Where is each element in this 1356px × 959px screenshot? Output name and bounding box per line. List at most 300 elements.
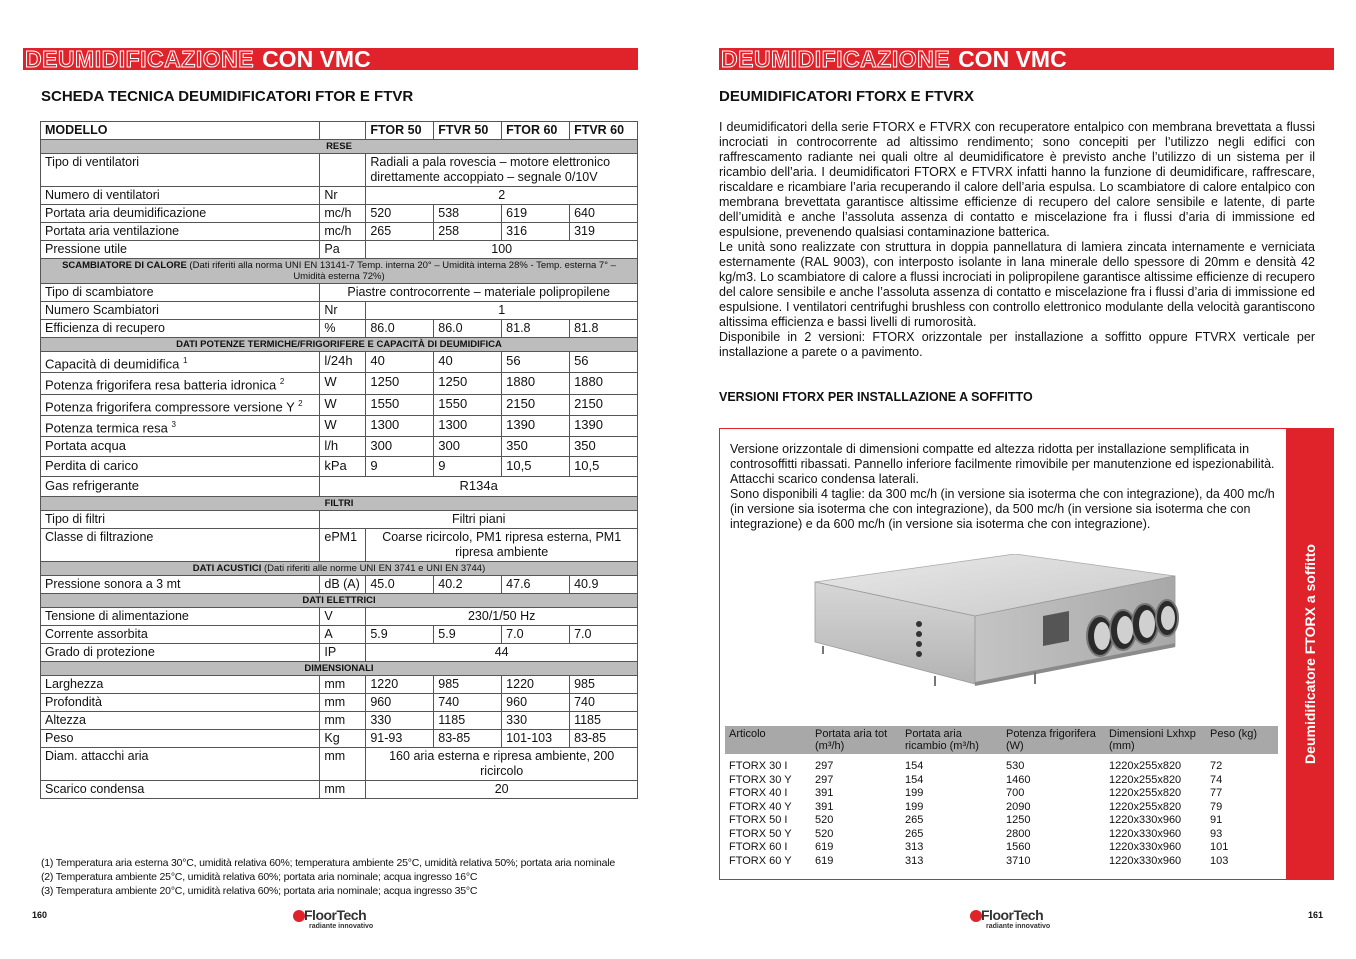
table-cell: FTORX 50 Y [729, 827, 792, 840]
table-row [725, 828, 1278, 842]
section-banner [719, 48, 1334, 70]
row-label [41, 576, 320, 594]
table-cell: 391 [815, 800, 834, 813]
row-value: 1220 [366, 676, 434, 694]
row-value: 640 [570, 205, 638, 223]
table-cell: FTORX 40 Y [729, 800, 792, 813]
row-label-text: Corrente assorbita [45, 627, 148, 642]
header-cell: MODELLO [41, 122, 320, 140]
row-value: 7.0 [502, 626, 570, 644]
row-value: 960 [366, 694, 434, 712]
row-label [41, 223, 320, 241]
row-label-text: Gas refrigerante [45, 478, 139, 494]
section-title: SCAMBIATORE DI CALORE [62, 260, 187, 271]
row-label [41, 457, 320, 477]
row-label-text: Grado di protezione [45, 645, 155, 660]
row-unit: Pa [320, 241, 366, 259]
row-value: 330 [366, 712, 434, 730]
table-cell: 1250 [1006, 814, 1031, 826]
page-title: SCHEDA TECNICA DEUMIDIFICATORI FTOR E FTVR [41, 88, 414, 105]
row-unit: ePM1 [320, 529, 366, 562]
table-cell: FTORX 60 Y [729, 854, 792, 867]
row-value: 2150 [570, 394, 638, 415]
row-value-span: 44 [366, 644, 638, 662]
table-row [41, 302, 638, 320]
table-row [725, 855, 1278, 869]
table-row [41, 477, 638, 497]
row-label-text: Potenza frigorifera resa batteria idronica [45, 377, 277, 393]
section-header [41, 562, 638, 576]
table-row [41, 712, 638, 730]
header-cell: Peso (kg) [1206, 726, 1278, 754]
table-cell: 265 [905, 827, 924, 840]
section-note: (Dati riferiti alla norma UNI EN 13141-7 Temp. interna 20° – Umidità interna 28% - Temp. esterna 7° – Umidità esterna 72%) [186, 260, 616, 282]
row-value: 350 [570, 437, 638, 457]
table-cell: 154 [905, 760, 924, 772]
section-title: RESE [326, 141, 352, 152]
row-value: 83-85 [434, 730, 502, 748]
table-cell: 619 [815, 841, 834, 853]
section-header-row [41, 497, 638, 511]
row-value: 1250 [366, 373, 434, 394]
row-value: 1880 [502, 373, 570, 394]
row-label-text: Portata aria ventilazione [45, 224, 180, 238]
table-row [41, 626, 638, 644]
description-paragraph: Sono disponibili 4 taglie: da 300 mc/h (in versione sia isoterma che con integrazione), da 400 mc/h (in versione sia isoterma che con integrazione), da 500 mc/h (in versione sia isoterma che con integrazione) e da 600 mc/h (in versione sia isoterma che con integrazione). [730, 487, 1275, 531]
table-row [725, 787, 1278, 801]
row-value: 40 [434, 352, 502, 373]
table-cell: 74 [1210, 773, 1223, 786]
row-unit: mm [320, 781, 366, 799]
row-unit: l/h [320, 437, 366, 457]
row-value-span: R134a [320, 477, 638, 497]
row-value: 1250 [434, 373, 502, 394]
row-label-text: Tipo di scambiatore [45, 285, 154, 299]
row-value: 319 [570, 223, 638, 241]
table-cell: 297 [815, 773, 834, 786]
section-title: DATI ACUSTICI [192, 563, 262, 575]
row-label-text: Potenza frigorifera compressore versione Y [45, 398, 295, 414]
table-cell: 77 [1210, 787, 1223, 799]
section-header [41, 662, 638, 676]
row-value: 350 [502, 437, 570, 457]
section-header [41, 259, 638, 284]
row-value: 538 [434, 205, 502, 223]
row-unit: V [320, 608, 366, 626]
header-cell: FTVR 60 [570, 122, 638, 140]
row-value: 1220 [502, 676, 570, 694]
row-value-span: 100 [366, 241, 638, 259]
row-value-span: 160 aria esterna e ripresa ambiente, 200 ricircolo [366, 748, 638, 781]
table-row [41, 187, 638, 205]
row-label-text: Larghezza [45, 677, 104, 692]
section-header-row [41, 594, 638, 608]
row-value: 740 [570, 694, 638, 712]
row-value: 40 [366, 352, 434, 373]
row-label-text: Numero Scambiatori [45, 303, 159, 317]
row-label [41, 394, 320, 415]
section-banner [23, 48, 638, 70]
row-value: 1550 [434, 394, 502, 415]
row-label [41, 676, 320, 694]
page-title: DEUMIDIFICATORI FTORX E FTVRX [719, 88, 975, 105]
section-header [41, 497, 638, 511]
header-cell [320, 122, 366, 140]
table-cell: 1220x330x960 [1109, 854, 1182, 867]
table-row [41, 205, 638, 223]
ftorx-table [725, 726, 1278, 868]
header-cell: FTVR 50 [434, 122, 502, 140]
section-header-row [41, 259, 638, 284]
table-row [41, 352, 638, 373]
row-value: 2150 [502, 394, 570, 415]
row-value-span: Filtri piani [320, 511, 638, 529]
row-label [41, 241, 320, 259]
row-unit: A [320, 626, 366, 644]
row-unit: W [320, 373, 366, 394]
logo-name: FloorTech [981, 907, 1044, 923]
row-label [41, 748, 320, 781]
row-value: 1185 [434, 712, 502, 730]
table-row [41, 241, 638, 259]
footnote-ref: 2 [279, 377, 285, 387]
row-label-text: Pressione utile [45, 242, 127, 256]
table-cell: 1560 [1006, 841, 1031, 853]
row-value: 10,5 [570, 457, 638, 477]
table-cell: 1220x330x960 [1109, 814, 1182, 826]
brand-logo [970, 907, 1060, 933]
table-cell: 2800 [1006, 827, 1031, 840]
row-value: 56 [502, 352, 570, 373]
table-cell: 199 [905, 800, 924, 813]
table-cell: 265 [905, 814, 924, 826]
banner-title-outline: DEUMIDIFICAZIONE [25, 46, 255, 72]
row-value: 265 [366, 223, 434, 241]
intro-paragraph: Disponibile in 2 versioni: FTORX orizzontale per installazione a soffitto oppure FTVRX verticale per installazione a parete o a pavimento. [719, 330, 1315, 359]
section-title: DATI ELETTRICI [302, 595, 376, 607]
table-row [41, 415, 638, 436]
footnote: (2) Temperatura ambiente 25°C, umidità relativa 60%; portata aria nominale; acqua ingresso 16°C [41, 871, 478, 883]
side-tab-label: Deumidificatore FTORX a soffitto [1301, 544, 1318, 764]
description-paragraph: Versione orizzontale di dimensioni compatte ed altezza ridotta per installazione semplificata in controsoffitti ribassati. Pannello inferiore facilmente rimovibile per manutenzione ed ispezionabilità. Attacchi scarico condensa laterali. [730, 442, 1275, 486]
row-unit: Kg [320, 730, 366, 748]
table-cell: 1220x255x820 [1109, 800, 1182, 813]
section-header-row [41, 140, 638, 154]
row-label [41, 712, 320, 730]
row-label-text: Tipo di filtri [45, 512, 105, 527]
row-value: 7.0 [570, 626, 638, 644]
header-cell: Portata aria ricambio (m³/h) [901, 726, 1002, 754]
row-value: 10,5 [502, 457, 570, 477]
row-label [41, 352, 320, 373]
table-cell: 1220x255x820 [1109, 787, 1182, 799]
row-unit: dB (A) [320, 576, 366, 594]
table-row [41, 437, 638, 457]
section-header-row [41, 662, 638, 676]
table-cell: 313 [905, 854, 924, 867]
table-cell: 313 [905, 841, 924, 853]
table-row [725, 754, 1278, 774]
row-label [41, 529, 320, 562]
logo-tagline: radiante innovativo [309, 923, 374, 930]
row-value: 1390 [502, 415, 570, 436]
row-value: 985 [570, 676, 638, 694]
row-value: 47.6 [502, 576, 570, 594]
table-row [41, 608, 638, 626]
table-cell: FTORX 30 I [729, 760, 788, 772]
banner-title-outline: DEUMIDIFICAZIONE [721, 46, 951, 72]
header-cell: FTOR 50 [366, 122, 434, 140]
row-label-text: Perdita di carico [45, 458, 139, 474]
table-row [725, 801, 1278, 815]
product-box [719, 428, 1334, 880]
row-unit: mc/h [320, 205, 366, 223]
row-label-text: Capacità di deumidifica [45, 356, 180, 372]
footnote-ref: 3 [171, 419, 176, 429]
row-value: 86.0 [434, 320, 502, 338]
table-row [41, 284, 638, 302]
table-cell: 530 [1006, 760, 1025, 772]
section-title: VERSIONI FTORX PER INSTALLAZIONE A SOFFITTO [719, 390, 1033, 404]
intro-text [719, 120, 1315, 360]
row-label-text: Efficienza di recupero [45, 321, 165, 335]
row-value-span: Coarse ricircolo, PM1 ripresa esterna, PM1 ripresa ambiente [366, 529, 638, 562]
footnote-ref: 2 [298, 398, 303, 408]
row-value-span: Piastre controcorrente – materiale polipropilene [320, 284, 638, 302]
section-header [41, 594, 638, 608]
header-cell: Articolo [725, 726, 811, 754]
table-row [41, 373, 638, 394]
row-value: 619 [502, 205, 570, 223]
header-cell: FTOR 60 [502, 122, 570, 140]
row-unit: mc/h [320, 223, 366, 241]
section-title: FILTRI [324, 498, 354, 510]
row-label-text: Numero di ventilatori [45, 188, 160, 202]
row-value: 40.2 [434, 576, 502, 594]
row-value: 1300 [434, 415, 502, 436]
header-cell: Potenza frigorifera (W) [1002, 726, 1105, 754]
table-cell: 1220x330x960 [1109, 841, 1182, 853]
row-unit: mm [320, 676, 366, 694]
row-label [41, 187, 320, 205]
row-label [41, 477, 320, 497]
table-cell: 1220x330x960 [1109, 827, 1182, 840]
table-row [41, 676, 638, 694]
row-label [41, 781, 320, 799]
row-label-text: Diam. attacchi aria [45, 749, 149, 764]
row-label-text: Potenza termica resa [45, 420, 168, 436]
side-tab [1286, 429, 1333, 879]
row-label [41, 730, 320, 748]
row-value: 258 [434, 223, 502, 241]
row-label-text: Altezza [45, 713, 86, 728]
row-value: 1550 [366, 394, 434, 415]
row-value: 81.8 [502, 320, 570, 338]
row-label-text: Portata aria deumidificazione [45, 206, 207, 220]
table-row [41, 576, 638, 594]
table-cell: 3710 [1006, 854, 1031, 867]
section-header-row [41, 338, 638, 352]
row-unit: Nr [320, 302, 366, 320]
table-cell: 91 [1210, 814, 1223, 826]
row-label [41, 694, 320, 712]
intro-paragraph: I deumidificatori della serie FTORX e FTVRX con recuperatore entalpico con membrana brevettata a flussi incrociati in controcorrente ad altissimo rendimento; sono concepiti per l’utilizzo negli edifici con raffrescamento radiante nei quali oltre al deumidificatore è previsto anche l’utilizzo di un sistema per il ricambio dell’aria. I deumidificatori FTORX e FTVRX infatti hanno la funzione di deumidificare, raffrescare, riscaldare e ricambiare l’aria recuperando il calore dell’aria espulsa. Lo scambiatore di calore entalpico con membrana brevettata garantisce altissime efficienze di recupero del calore sensibile e latente, di parte dell’umidità e anche l’assoluta assenza di contatto e miscelazione fra i flussi d’aria di immissione ed espulsione, prevenendo qualsiasi contaminazione batterica. [719, 120, 1315, 239]
row-label [41, 437, 320, 457]
row-unit: IP [320, 644, 366, 662]
row-unit: kPa [320, 457, 366, 477]
table-row [41, 394, 638, 415]
row-value: 1390 [570, 415, 638, 436]
footnote: (1) Temperatura aria esterna 30°C, umidità relativa 60%; temperatura ambiente 25°C, umidità relativa 50%; portata aria nominale [41, 857, 616, 869]
row-value: 520 [366, 205, 434, 223]
row-unit: mm [320, 712, 366, 730]
table-row [41, 320, 638, 338]
table-cell: 391 [815, 787, 834, 799]
row-value: 1880 [570, 373, 638, 394]
row-value-span: 2 [366, 187, 638, 205]
row-label [41, 626, 320, 644]
product-image [805, 554, 1185, 714]
row-label [41, 644, 320, 662]
table-row [41, 781, 638, 799]
row-value: 56 [570, 352, 638, 373]
row-value-span: 1 [366, 302, 638, 320]
row-unit: Nr [320, 187, 366, 205]
row-value: 1185 [570, 712, 638, 730]
row-label-text: Profondità [45, 695, 102, 710]
page-number: 160 [32, 910, 48, 920]
table-cell: 1460 [1006, 773, 1031, 786]
table-cell: 103 [1210, 854, 1229, 867]
row-label-text: Portata acqua [45, 438, 126, 454]
row-value: 985 [434, 676, 502, 694]
table-row [41, 511, 638, 529]
row-label-text: Tipo di ventilatori [45, 155, 140, 169]
row-value: 300 [434, 437, 502, 457]
section-title: DATI POTENZE TERMICHE/FRIGORIFERE E CAPACITÀ DI DEUMIDIFICA [176, 339, 502, 350]
product-description [730, 442, 1275, 532]
row-value: 740 [434, 694, 502, 712]
table-row [725, 841, 1278, 855]
table-row [41, 748, 638, 781]
row-value: 81.8 [570, 320, 638, 338]
table-row [41, 529, 638, 562]
row-value: 300 [366, 437, 434, 457]
section-title: DIMENSIONALI [304, 663, 374, 675]
logo-tagline: radiante innovativo [986, 923, 1051, 930]
row-label [41, 205, 320, 223]
row-value: 91-93 [366, 730, 434, 748]
row-value-span: Radiali a pala rovescia – motore elettronico direttamente accoppiato – segnale 0/10V [366, 154, 638, 187]
spec-table [40, 121, 638, 799]
page-number: 161 [1308, 910, 1324, 920]
table-row [725, 774, 1278, 788]
table-row [41, 644, 638, 662]
table-cell: FTORX 50 I [729, 814, 788, 826]
banner-title-solid: CON VMC [958, 46, 1067, 72]
row-unit: mm [320, 694, 366, 712]
table-cell: FTORX 30 Y [729, 773, 792, 786]
table-row [725, 814, 1278, 828]
row-value: 960 [502, 694, 570, 712]
row-value: 40.9 [570, 576, 638, 594]
table-cell: FTORX 60 I [729, 841, 788, 853]
table-cell: 1220x255x820 [1109, 760, 1182, 772]
row-value-span: 230/1/50 Hz [366, 608, 638, 626]
row-label [41, 511, 320, 529]
table-header-row [41, 122, 638, 140]
footnote-ref: 1 [183, 356, 188, 365]
row-value: 9 [434, 457, 502, 477]
table-row [41, 694, 638, 712]
table-row [41, 730, 638, 748]
table-row [41, 154, 638, 187]
table-cell: 700 [1006, 787, 1025, 799]
table-cell: 297 [815, 760, 834, 772]
table-cell: 79 [1210, 800, 1223, 813]
intro-paragraph: Le unità sono realizzate con struttura in doppia pannellatura di lamiera zincata internamente e verniciata esternamente (RAL 9003), con interposto isolante in lana minerale dello spessore di 20mm e densità 42 kg/m3. Lo scambiatore di calore a flussi incrociati in polipropilene garantisce altissime efficienze di recupero del calore sensibile e anche l’assoluta assenza di contatto e miscelazione fra i flussi d’aria di immissione ed espulsione. I ventilatori centrifughi brushless con controllo elettronico modulante della velocità garantiscono altissima efficienza e bassi livelli di rumorosità. [719, 240, 1315, 329]
section-header-row [41, 562, 638, 576]
row-label [41, 154, 320, 187]
row-unit: mm [320, 748, 366, 781]
footnote: (3) Temperatura ambiente 20°C, umidità relativa 60%; portata aria nominale; acqua ingresso 35°C [41, 885, 478, 897]
table-cell: 199 [905, 787, 924, 799]
brand-logo [293, 907, 383, 933]
table-cell: 101 [1210, 841, 1229, 853]
row-label [41, 320, 320, 338]
row-value: 316 [502, 223, 570, 241]
header-cell: Portata aria tot (m³/h) [811, 726, 901, 754]
table-cell: 520 [815, 827, 834, 840]
row-value: 330 [502, 712, 570, 730]
table-row [41, 457, 638, 477]
table-cell: 2090 [1006, 800, 1031, 813]
table-cell: 619 [815, 854, 834, 867]
banner-title-solid: CON VMC [262, 46, 371, 72]
row-value: 5.9 [434, 626, 502, 644]
row-unit: W [320, 415, 366, 436]
right-page [678, 0, 1356, 959]
table-cell: FTORX 40 I [729, 787, 788, 799]
row-value: 9 [366, 457, 434, 477]
table-cell: 72 [1210, 760, 1223, 772]
row-label-text: Peso [45, 731, 74, 746]
row-label-text: Scarico condensa [45, 782, 145, 797]
row-value: 83-85 [570, 730, 638, 748]
table-cell: 520 [815, 814, 834, 826]
row-value: 101-103 [502, 730, 570, 748]
row-label-text: Classe di filtrazione [45, 530, 154, 545]
table-cell: 1220x255x820 [1109, 773, 1182, 786]
table-cell: 93 [1210, 827, 1223, 840]
row-unit: W [320, 394, 366, 415]
row-value: 5.9 [366, 626, 434, 644]
section-header [41, 140, 638, 154]
table-row [41, 223, 638, 241]
row-label [41, 373, 320, 394]
row-label [41, 415, 320, 436]
row-label [41, 608, 320, 626]
row-value: 86.0 [366, 320, 434, 338]
row-label-text: Pressione sonora a 3 mt [45, 577, 181, 592]
row-unit: % [320, 320, 366, 338]
section-header [41, 338, 638, 352]
row-unit: l/24h [320, 352, 366, 373]
logo-name: FloorTech [304, 907, 367, 923]
row-label-text: Tensione di alimentazione [45, 609, 189, 624]
row-unit [320, 154, 366, 187]
row-label [41, 302, 320, 320]
